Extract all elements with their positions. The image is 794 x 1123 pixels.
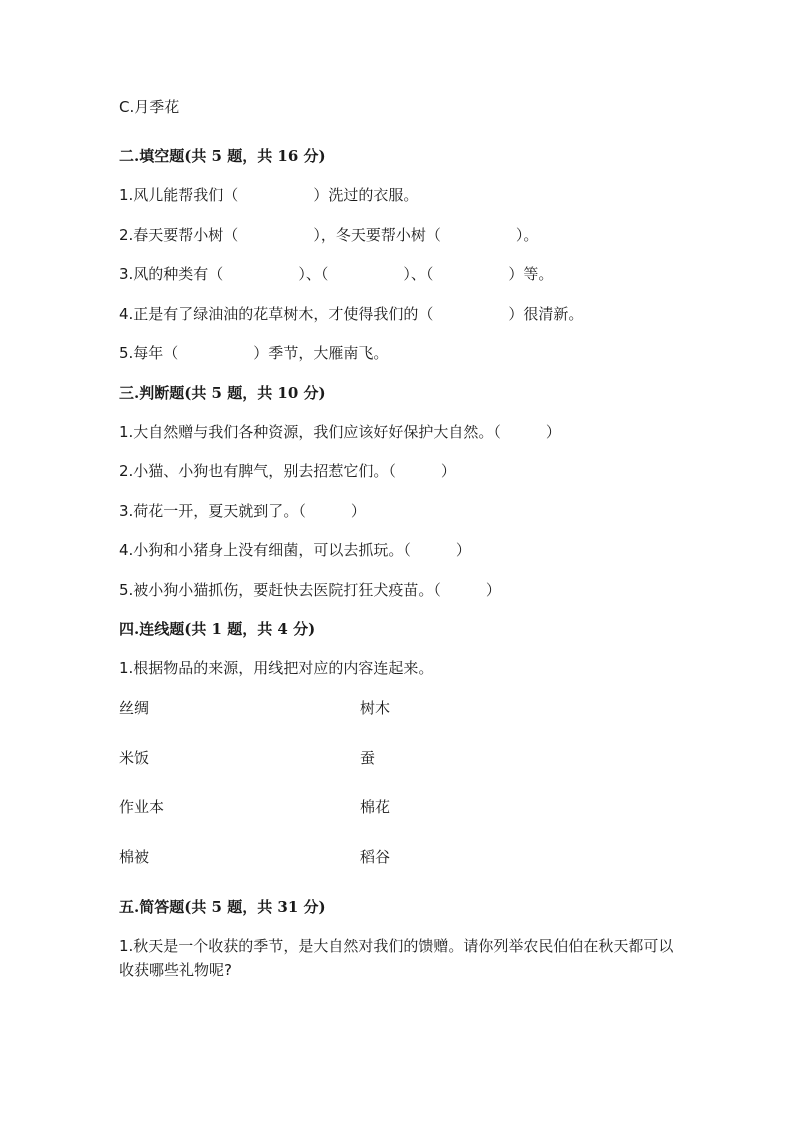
matching-right-item: 蚕 [360,749,376,767]
fill-in-question-2: 2.春天要帮小树（ ），冬天要帮小树（ ）。 [119,226,539,244]
fill-in-question-4: 4.正是有了绿油油的花草树木，才使得我们的（ ）很清新。 [119,305,584,323]
previous-question-option: C.月季花 [119,98,180,116]
short-answer-question-1: 1.秋天是一个收获的季节，是大自然对我们的馈赠。请你列举农民伯伯在秋天都可以收获哪些礼物呢? [119,937,674,979]
matching-right-item: 稻谷 [360,848,391,866]
matching-left-item: 作业本 [119,798,165,816]
matching-question: 1.根据物品的来源，用线把对应的内容连起来。 [119,659,434,677]
section-heading-short-answer: 五.简答题(共 5 题，共 31 分) [119,898,326,916]
section-heading-matching: 四.连线题(共 1 题，共 4 分) [119,620,316,638]
fill-in-question-3: 3.风的种类有（ ）、（ ）、（ ）等。 [119,265,554,283]
matching-left-item: 棉被 [119,848,150,866]
matching-right-item: 棉花 [360,798,391,816]
fill-in-question-5: 5.每年（ ）季节，大雁南飞。 [119,344,389,362]
true-false-question-2: 2.小猫、小狗也有脾气，别去招惹它们。（ ） [119,462,456,480]
matching-left-item: 米饭 [119,749,150,767]
true-false-question-4: 4.小狗和小猪身上没有细菌，可以去抓玩。（ ） [119,541,471,559]
section-heading-fill-in: 二.填空题(共 5 题，共 16 分) [119,147,326,165]
matching-right-item: 树木 [360,699,391,717]
matching-left-item: 丝绸 [119,699,150,717]
fill-in-question-1: 1.风儿能帮我们（ ）洗过的衣服。 [119,186,419,204]
true-false-question-5: 5.被小狗小猫抓伤，要赶快去医院打狂犬疫苗。（ ） [119,581,501,599]
true-false-question-1: 1.大自然赠与我们各种资源，我们应该好好保护大自然。（ ） [119,423,561,441]
section-heading-true-false: 三.判断题(共 5 题，共 10 分) [119,384,326,402]
true-false-question-3: 3.荷花一开，夏天就到了。（ ） [119,502,366,520]
